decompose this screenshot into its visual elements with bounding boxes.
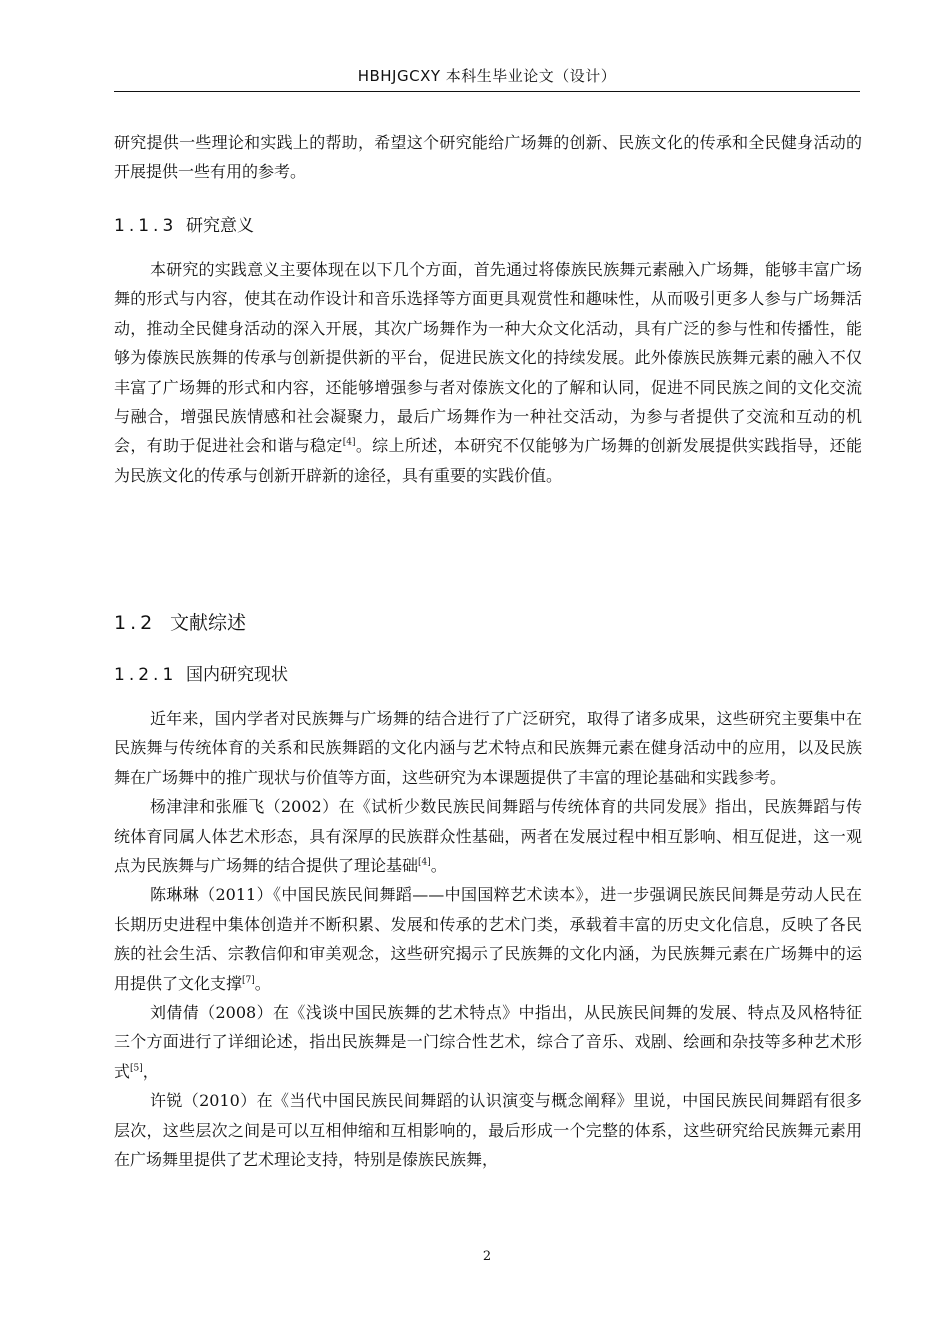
domestic-research-block	[114, 704, 862, 1175]
paragraph	[114, 255, 862, 490]
section-heading-1-2	[114, 610, 246, 636]
citation: [5]	[130, 1063, 143, 1074]
citation: [4]	[418, 857, 431, 868]
intro-paragraph: 研究提供一些理论和实践上的帮助，希望这个研究能给广场舞的创新、民族文化的传承和全民健身活动的开展提供一些有用的参考。	[114, 133, 862, 182]
paragraph-text: 。综上所述，本研究不仅能够为广场舞的创新发展提供实践指导，还能为民族文化的传承与创新开辟新的途径，具有重要的实践价值。	[114, 436, 862, 485]
paragraph-text: 杨津津和张雁飞（2002）在《试析少数民族民间舞蹈与传统体育的共同发展》指出，民族舞蹈与传统体育同属人体艺术形态，具有深厚的民族群众性基础，两者在发展过程中相互影响、相互促进，这一观点为民族舞与广场舞的结合提供了理论基础	[114, 797, 862, 876]
paragraph	[114, 792, 862, 880]
section-title: 文献综述	[170, 612, 247, 634]
research-significance-block	[114, 255, 862, 490]
paragraph	[114, 998, 862, 1086]
paragraph-text: ，	[142, 1061, 159, 1081]
paragraph-text: 陈琳琳（2011）《中国民族民间舞蹈——中国国粹艺术读本》，进一步强调民族民间舞是劳动人民在长期历史进程中集体创造并不断积累、发展和传承的艺术门类，承载着丰富的历史文化信息，反映了各民族的社会生活、宗教信仰和审美观念，这些研究揭示了民族舞的文化内涵，为民族舞元素在广场舞中的运用提供了文化支撑	[114, 885, 862, 993]
citation: [7]	[242, 975, 255, 986]
paragraph-text: 刘倩倩（2008）在《浅谈中国民族舞的艺术特点》中指出，从民族民间舞的发展、特点及风格特征三个方面进行了详细论述，指出民族舞是一门综合性艺术，综合了音乐、戏剧、绘画和杂技等多种艺术形式	[114, 1003, 862, 1081]
paragraph-text: 本研究的实践意义主要体现在以下几个方面，首先通过将傣族民族舞元素融入广场舞，能够丰富广场舞的形式与内容，使其在动作设计和音乐选择等方面更具观赏性和趣味性，从而吸引更多人参与广场舞活动，推动全民健身活动的深入开展，其次广场舞作为一种大众文化活动，具有广泛的参与性和传播性，能够为傣族民族舞的传承与创新提供新的平台，促进民族文化的持续发展。此外傣族民族舞元素的融入不仅丰富了广场舞的形式和内容，还能够增强参与者对傣族文化的了解和认同，促进不同民族之间的文化交流与融合，增强民族情感和社会凝聚力，最后广场舞作为一种社交活动，为参与者提供了交流和互动的机会，有助于促进社会和谐与稳定	[114, 260, 862, 456]
page-number: 2	[482, 1249, 492, 1264]
intro-paragraph-block	[114, 128, 862, 187]
paragraph-text: 。	[254, 973, 271, 993]
section-title: 研究意义	[186, 216, 254, 236]
section-heading-1-1-3	[114, 214, 254, 238]
section-heading-1-2-1	[114, 663, 288, 687]
paragraph-text: 。	[430, 856, 447, 876]
section-title: 国内研究现状	[186, 665, 288, 685]
section-number: 1.1.3	[114, 216, 178, 236]
header-divider	[114, 91, 860, 92]
section-number: 1.2	[114, 612, 157, 634]
citation: [4]	[342, 438, 356, 449]
paragraph: 近年来，国内学者对民族舞与广场舞的结合进行了广泛研究，取得了诸多成果，这些研究主要集中在民族舞与传统体育的关系和民族舞蹈的文化内涵与艺术特点和民族舞元素在健身活动中的应用，以及民族舞在广场舞中的推广现状与价值等方面，这些研究为本课题提供了丰富的理论基础和实践参考。	[114, 709, 862, 787]
section-number: 1.2.1	[114, 665, 178, 685]
page-header: HBHJGCXY 本科生毕业论文（设计）	[357, 67, 617, 85]
paragraph	[114, 880, 862, 998]
paragraph: 许锐（2010）在《当代中国民族民间舞蹈的认识演变与概念阐释》里说，中国民族民间舞蹈有很多层次，这些层次之间是可以互相伸缩和互相影响的，最后形成一个完整的体系，这些研究给民族舞元素用在广场舞里提供了艺术理论支持，特别是傣族民族舞，	[114, 1091, 862, 1170]
